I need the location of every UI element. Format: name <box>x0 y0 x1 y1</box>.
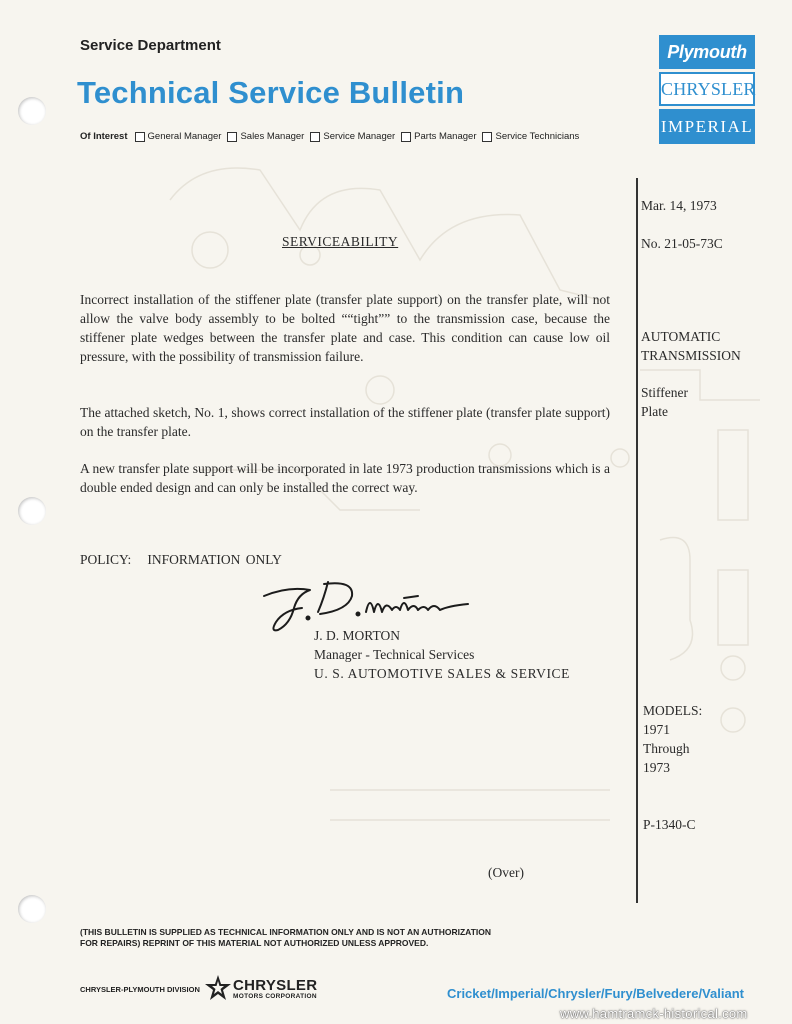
checkbox <box>135 132 145 142</box>
watermark: www.hamtramck-historical.com <box>560 1006 748 1021</box>
paragraph: Incorrect installation of the stiffener plate (transfer plate support) on the transfer plate, will not allow the valve body assembly to be bolted ““tight”” to the transmission case, because the stiffener plate wedges between the transfer plate and case. This condition can cause low oil pressure, with the possibility of transmission failure. <box>80 292 610 364</box>
signer-organization: U. S. AUTOMOTIVE SALES & SERVICE <box>314 666 571 681</box>
checkbox <box>310 132 320 142</box>
models-list: Cricket/Imperial/Chrysler/Fury/Belvedere/Valiant <box>447 986 744 1001</box>
checkbox <box>482 132 492 142</box>
over-note: (Over) <box>488 865 524 880</box>
department-label: Service Department <box>80 37 221 54</box>
category-line-1: AUTOMATIC <box>641 329 721 344</box>
section-heading: SERVICEABILITY <box>282 234 399 249</box>
column-divider <box>636 178 638 903</box>
interest-label: Of Interest <box>80 131 128 142</box>
interest-option: Sales Manager <box>227 131 304 142</box>
interest-option: General Manager <box>135 131 222 142</box>
checkbox <box>227 132 237 142</box>
category-line-2: TRANSMISSION <box>641 348 741 363</box>
disclaimer: (THIS BULLETIN IS SUPPLIED AS TECHNICAL INFORMATION ONLY AND IS NOT AN AUTHORIZATION FOR REPAIRS) REPRINT OF THIS MATERIAL NOT AUTHORIZED UNLESS APPROVED. <box>80 927 491 948</box>
chrysler-corp-logo: CHRYSLER MOTORS CORPORATION <box>233 977 318 1000</box>
interest-row <box>80 131 585 142</box>
policy-line: POLICY: INFORMATION ONLY <box>80 552 282 567</box>
punch-hole <box>18 497 46 525</box>
interest-option: Service Technicians <box>482 131 579 142</box>
models-label: MODELS: <box>643 703 703 718</box>
punch-hole <box>18 895 46 923</box>
plymouth-logo: Plymouth <box>659 35 755 69</box>
paragraph: A new transfer plate support will be incorporated in late 1973 production transmissions which is a double ended design and can only be installed the correct way. <box>80 461 610 495</box>
punch-hole <box>18 97 46 125</box>
paragraph: The attached sketch, No. 1, shows correct installation of the stiffener plate (transfer plate support) on the transfer plate. <box>80 405 610 439</box>
bulletin-title: Technical Service Bulletin <box>77 75 465 110</box>
models-to: 1973 <box>643 760 670 775</box>
signature-block <box>314 626 570 683</box>
bulletin-number: No. 21-05-73C <box>641 236 723 251</box>
models-through: Through <box>643 741 690 756</box>
subject-line-1: Stiffener <box>641 385 688 400</box>
chrysler-logo: CHRYSLER <box>659 72 755 106</box>
interest-option: Service Manager <box>310 131 395 142</box>
signer-name: J. D. MORTON <box>314 628 400 643</box>
subject-line-2: Plate <box>641 404 668 419</box>
part-number: P-1340-C <box>643 817 696 832</box>
signer-title: Manager - Technical Services <box>314 647 475 662</box>
pentastar-icon <box>204 974 232 1002</box>
imperial-logo: IMPERIAL <box>659 109 755 144</box>
checkbox <box>401 132 411 142</box>
models-from: 1971 <box>643 722 670 737</box>
division-label: CHRYSLER-PLYMOUTH DIVISION <box>80 985 200 994</box>
interest-option: Parts Manager <box>401 131 476 142</box>
bulletin-date: Mar. 14, 1973 <box>641 198 717 213</box>
